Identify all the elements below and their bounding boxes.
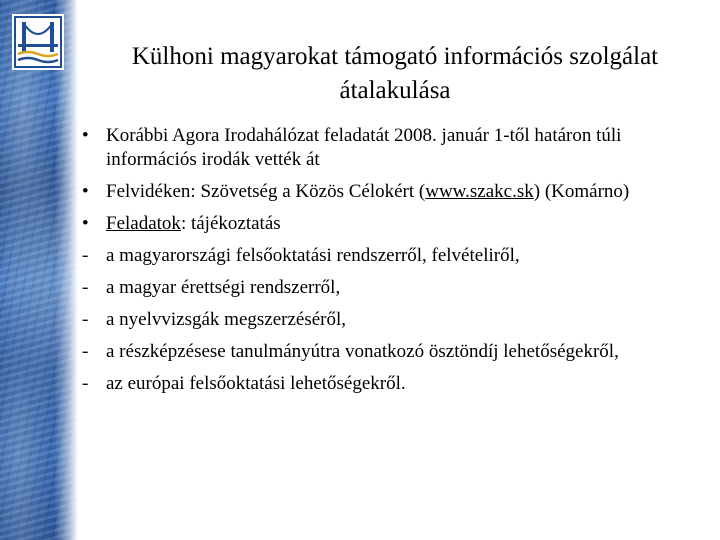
list-item-text-before: Felvidéken: Szövetség a Közös Célokért (: [106, 181, 426, 202]
title-line-2: átalakulása: [339, 77, 451, 104]
list-item: [82, 244, 702, 268]
feladatok-label: Feladatok: [106, 213, 181, 234]
slide-title: [80, 40, 710, 108]
decorative-side-band: [0, 0, 78, 540]
title-line-1: Külhoni magyarokat támogató információs szolgálat: [131, 43, 659, 70]
dash-marker: -: [82, 309, 89, 330]
bullet-list: [82, 124, 702, 404]
list-item-text: az európai felsőoktatási lehetőségekről.: [106, 373, 406, 394]
list-item: [82, 276, 702, 300]
list-item-text: a magyarországi felsőoktatási rendszerről, felvételiről,: [106, 245, 520, 266]
list-item-text: a részképzésese tanulmányútra vonatkozó ösztöndíj lehetőségekről,: [106, 341, 619, 362]
dash-marker: -: [82, 341, 89, 362]
list-item: [82, 308, 702, 332]
list-item: [82, 340, 702, 364]
dash-marker: -: [82, 245, 89, 266]
list-item-text: a nyelvvizsgák megszerzéséről,: [106, 309, 347, 330]
dash-marker: -: [82, 373, 89, 394]
list-item-text-after: : tájékoztatás: [180, 213, 281, 234]
bullet-marker: •: [82, 181, 89, 202]
bullet-marker: •: [82, 125, 89, 146]
list-item-text: Korábbi Agora Irodahálózat feladatát 2008. január 1-től határon túli információs irodák vették át: [106, 125, 622, 170]
dash-marker: -: [82, 277, 89, 298]
list-item: [82, 212, 702, 236]
list-item-text-after: ) (Komárno): [533, 181, 630, 202]
bullet-marker: •: [82, 213, 89, 234]
list-item: [82, 372, 702, 396]
bridge-logo-icon: [12, 14, 64, 70]
list-item-text: a magyar érettségi rendszerről,: [106, 277, 341, 298]
list-item: [82, 124, 702, 172]
list-item: [82, 180, 702, 204]
szakc-link[interactable]: www.szakc.sk: [425, 181, 534, 202]
